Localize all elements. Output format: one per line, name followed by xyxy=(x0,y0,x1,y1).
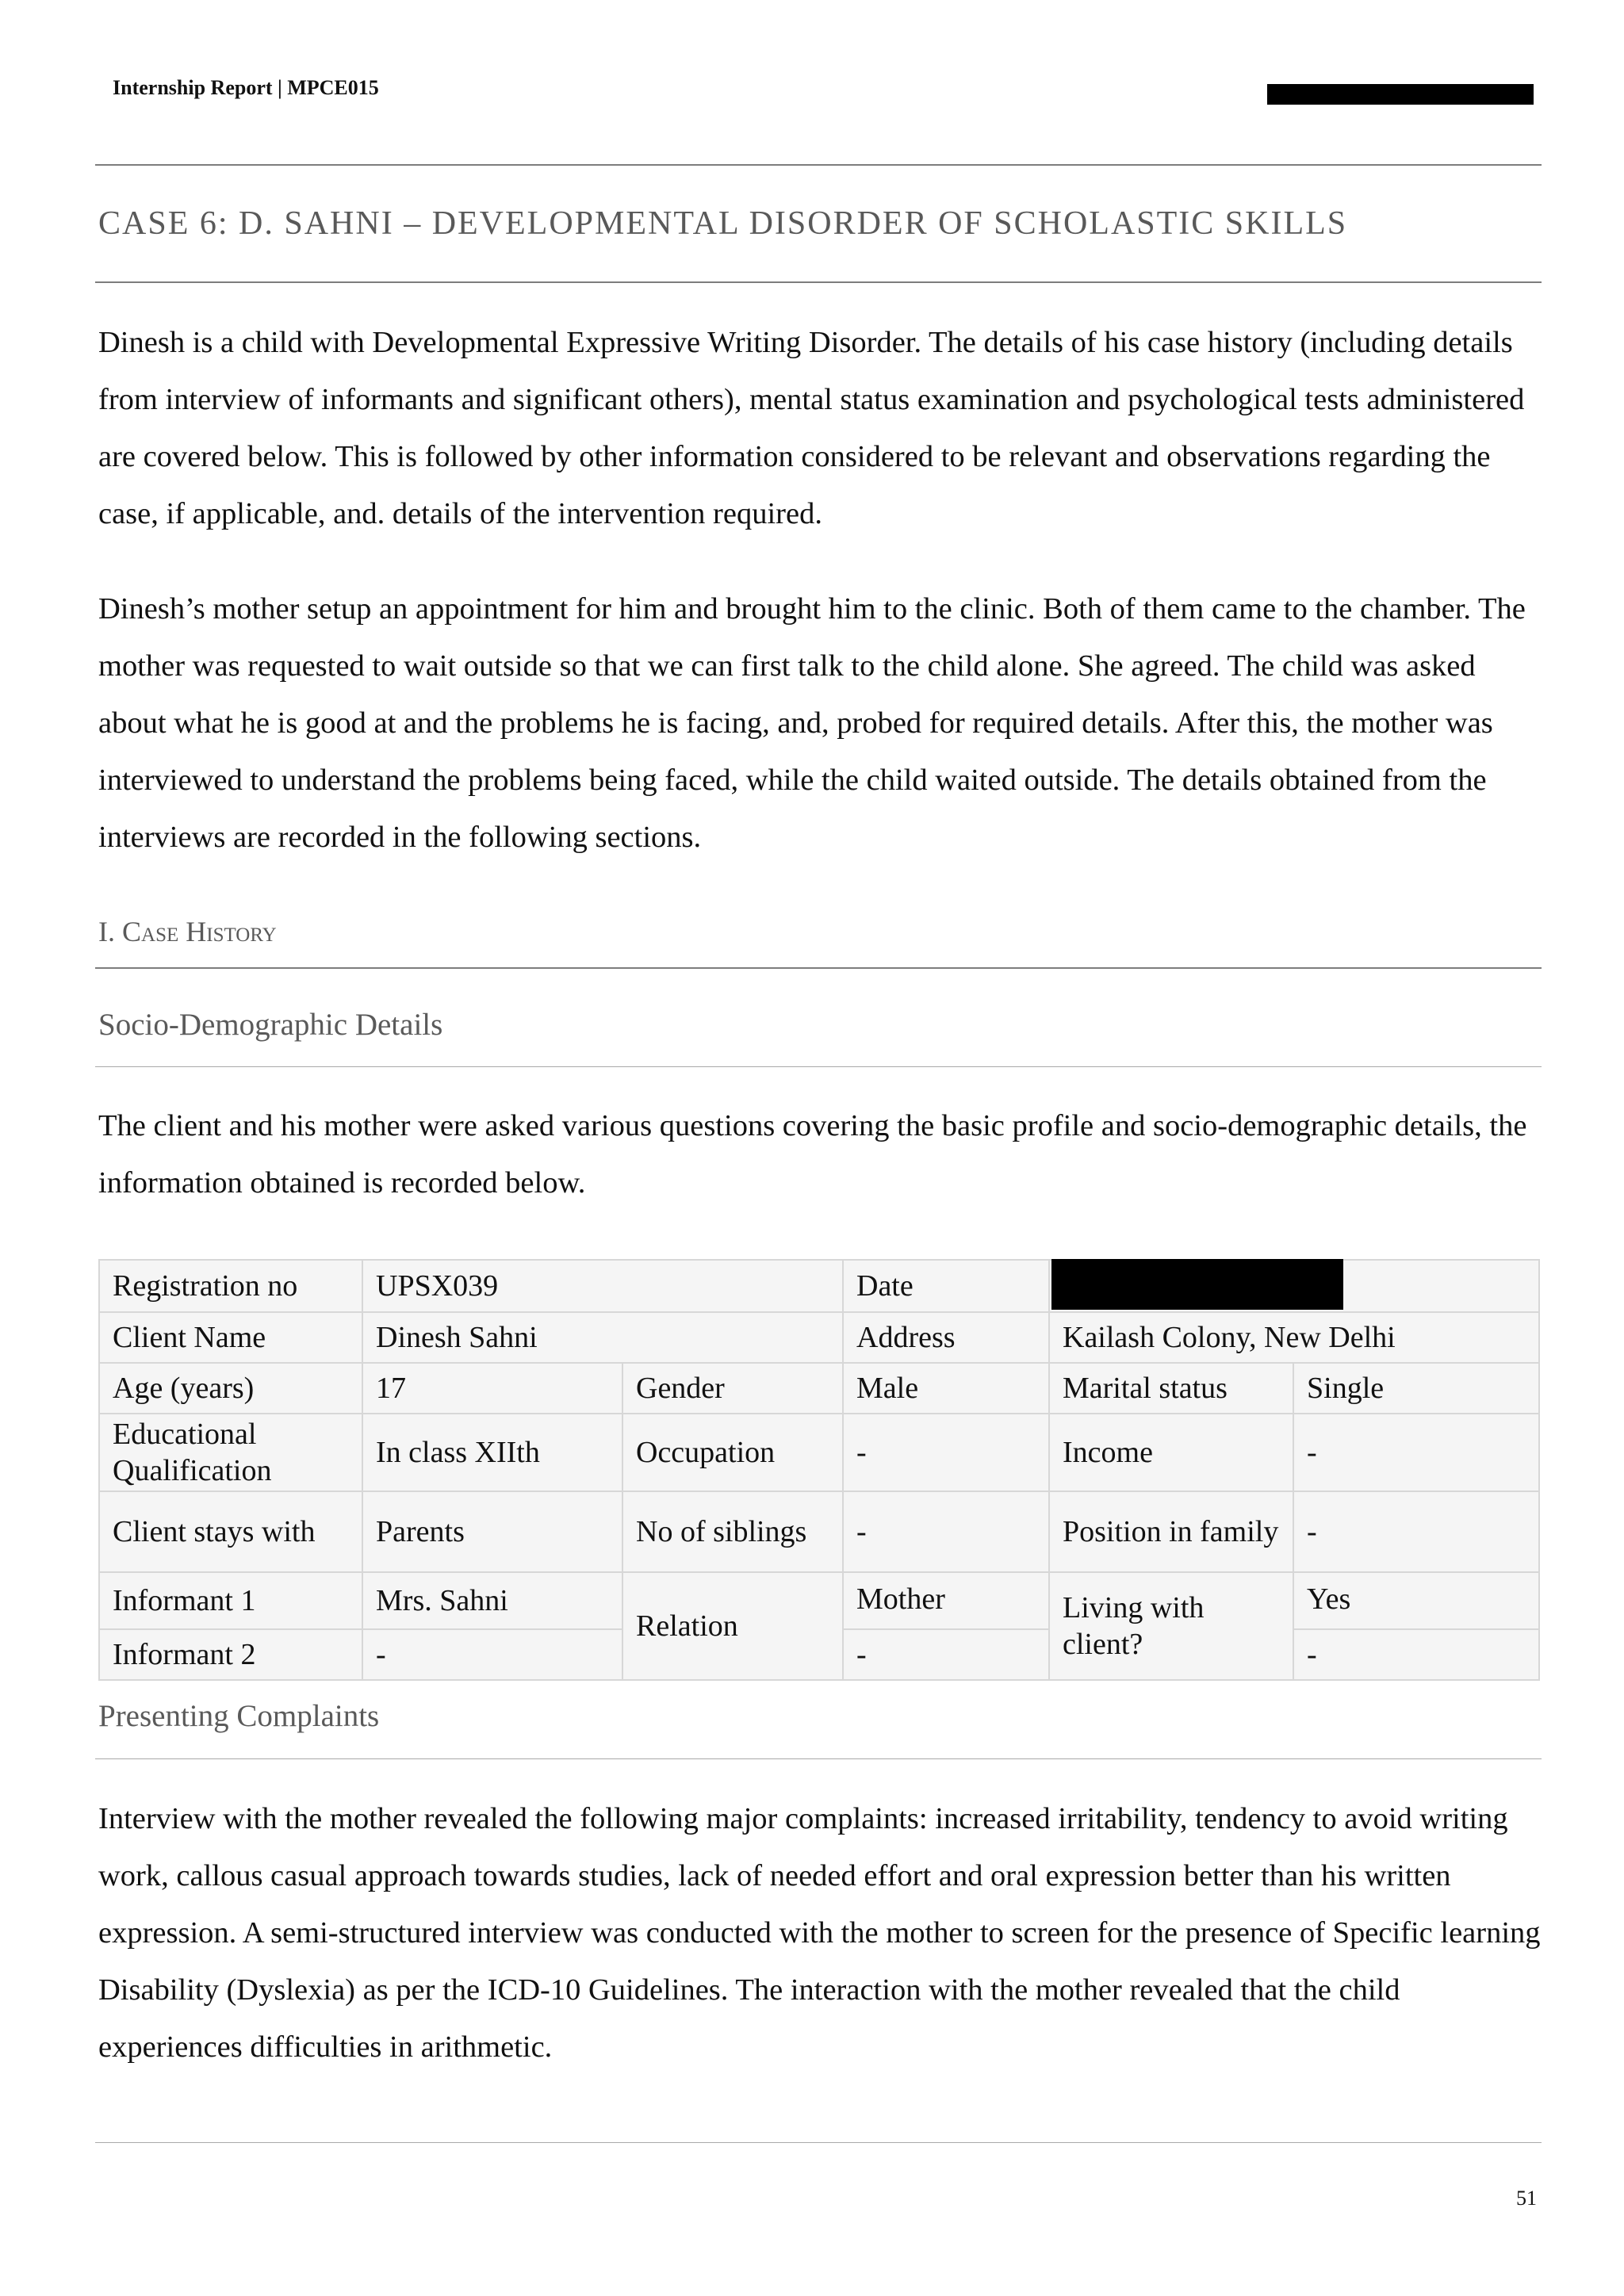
marital-status-label: Marital status xyxy=(1049,1363,1293,1414)
relation-2-value: - xyxy=(843,1629,1049,1680)
age-value: 17 xyxy=(362,1363,622,1414)
relation-1-value: Mother xyxy=(843,1572,1049,1629)
divider xyxy=(95,281,1542,283)
living-with-client-1-value: Yes xyxy=(1293,1572,1539,1629)
table-row xyxy=(99,1572,1539,1629)
marital-status-value: Single xyxy=(1293,1363,1539,1414)
table-row xyxy=(99,1363,1539,1414)
subheading-socio-demographic: Socio-Demographic Details xyxy=(98,1008,443,1042)
gender-value: Male xyxy=(843,1363,1049,1414)
client-name-label: Client Name xyxy=(99,1312,362,1363)
siblings-value: - xyxy=(843,1491,1049,1572)
intro-paragraph-2: Dinesh’s mother setup an appointment for him and brought him to the clinic. Both of them came to the chamber. The mother was requested to wait outside so that we can first talk to the child alone. She agreed. The child was asked about what he is good at and the problems he is facing, and, probed for required details. After this, the mother was interviewed to understand the problems being faced, while the child waited outside. The details obtained from the interviews are recorded in the following sections. xyxy=(98,592,1526,854)
date-value xyxy=(1049,1260,1539,1312)
relation-label: Relation xyxy=(622,1572,843,1680)
subheading-presenting-complaints: Presenting Complaints xyxy=(98,1699,380,1733)
report-header: Internship Report | MPCE015 xyxy=(113,76,379,99)
age-label: Age (years) xyxy=(99,1363,362,1414)
stays-with-value: Parents xyxy=(362,1491,622,1572)
date-label: Date xyxy=(843,1260,1049,1312)
client-name-value: Dinesh Sahni xyxy=(362,1312,843,1363)
registration-label: Registration no xyxy=(99,1260,362,1312)
page-number: 51 xyxy=(1516,2187,1537,2210)
table-row xyxy=(99,1260,1539,1312)
divider xyxy=(95,1066,1542,1067)
table-row xyxy=(99,1491,1539,1572)
divider xyxy=(95,967,1542,969)
occupation-label: Occupation xyxy=(622,1414,843,1491)
table-row xyxy=(99,1312,1539,1363)
footer-divider xyxy=(95,2142,1542,2143)
informant-1-value: Mrs. Sahni xyxy=(362,1572,622,1629)
divider xyxy=(95,164,1542,166)
divider xyxy=(95,1758,1542,1759)
intro-paragraph-1: Dinesh is a child with Developmental Expressive Writing Disorder. The details of his case history (including details from interview of informants and significant others), mental status examination and psychological tests administered are covered below. This is followed by other information considered to be relevant and observations regarding the case, if applicable, and. details of the intervention required. xyxy=(98,326,1525,530)
gender-label: Gender xyxy=(622,1363,843,1414)
living-with-client-label: Living with client? xyxy=(1049,1572,1293,1680)
siblings-label: No of siblings xyxy=(622,1491,843,1572)
education-value: In class XIIth xyxy=(362,1414,622,1491)
section-heading-case-history xyxy=(98,915,277,948)
income-label: Income xyxy=(1049,1414,1293,1491)
presenting-complaints-text: Interview with the mother revealed the following major complaints: increased irritability, tendency to avoid writing work, callous casual approach towards studies, lack of needed effort and oral expression better than his written expression. A semi-structured interview was conducted with the mother to screen for the presence of Specific learning Disability (Dyslexia) as per the ICD-10 Guidelines. The interaction with the mother revealed that the child experiences difficulties in arithmetic. xyxy=(98,1802,1541,2064)
section-title: Case History xyxy=(122,916,277,947)
stays-with-label: Client stays with xyxy=(99,1491,362,1572)
informant-2-value: - xyxy=(362,1629,622,1680)
living-with-client-2-value: - xyxy=(1293,1629,1539,1680)
informant-2-label: Informant 2 xyxy=(99,1629,362,1680)
informant-1-label: Informant 1 xyxy=(99,1572,362,1629)
position-in-family-value: - xyxy=(1293,1491,1539,1572)
socio-demographic-table xyxy=(98,1259,1540,1681)
table-row xyxy=(99,1414,1539,1491)
education-label: Educational Qualification xyxy=(99,1414,362,1491)
socio-demographic-intro: The client and his mother were asked various questions covering the basic profile and socio-demographic details, the information obtained is recorded below. xyxy=(98,1109,1527,1200)
address-label: Address xyxy=(843,1312,1049,1363)
income-value: - xyxy=(1293,1414,1539,1491)
address-value: Kailash Colony, New Delhi xyxy=(1049,1312,1539,1363)
position-in-family-label: Position in family xyxy=(1049,1491,1293,1572)
registration-value: UPSX039 xyxy=(362,1260,843,1312)
occupation-value: - xyxy=(843,1414,1049,1491)
case-title: CASE 6: D. SAHNI – DEVELOPMENTAL DISORDER OF SCHOLASTIC SKILLS xyxy=(98,205,1348,242)
section-numeral: I. xyxy=(98,916,122,947)
redaction-bar xyxy=(1267,84,1534,105)
redaction-bar xyxy=(1051,1259,1343,1310)
